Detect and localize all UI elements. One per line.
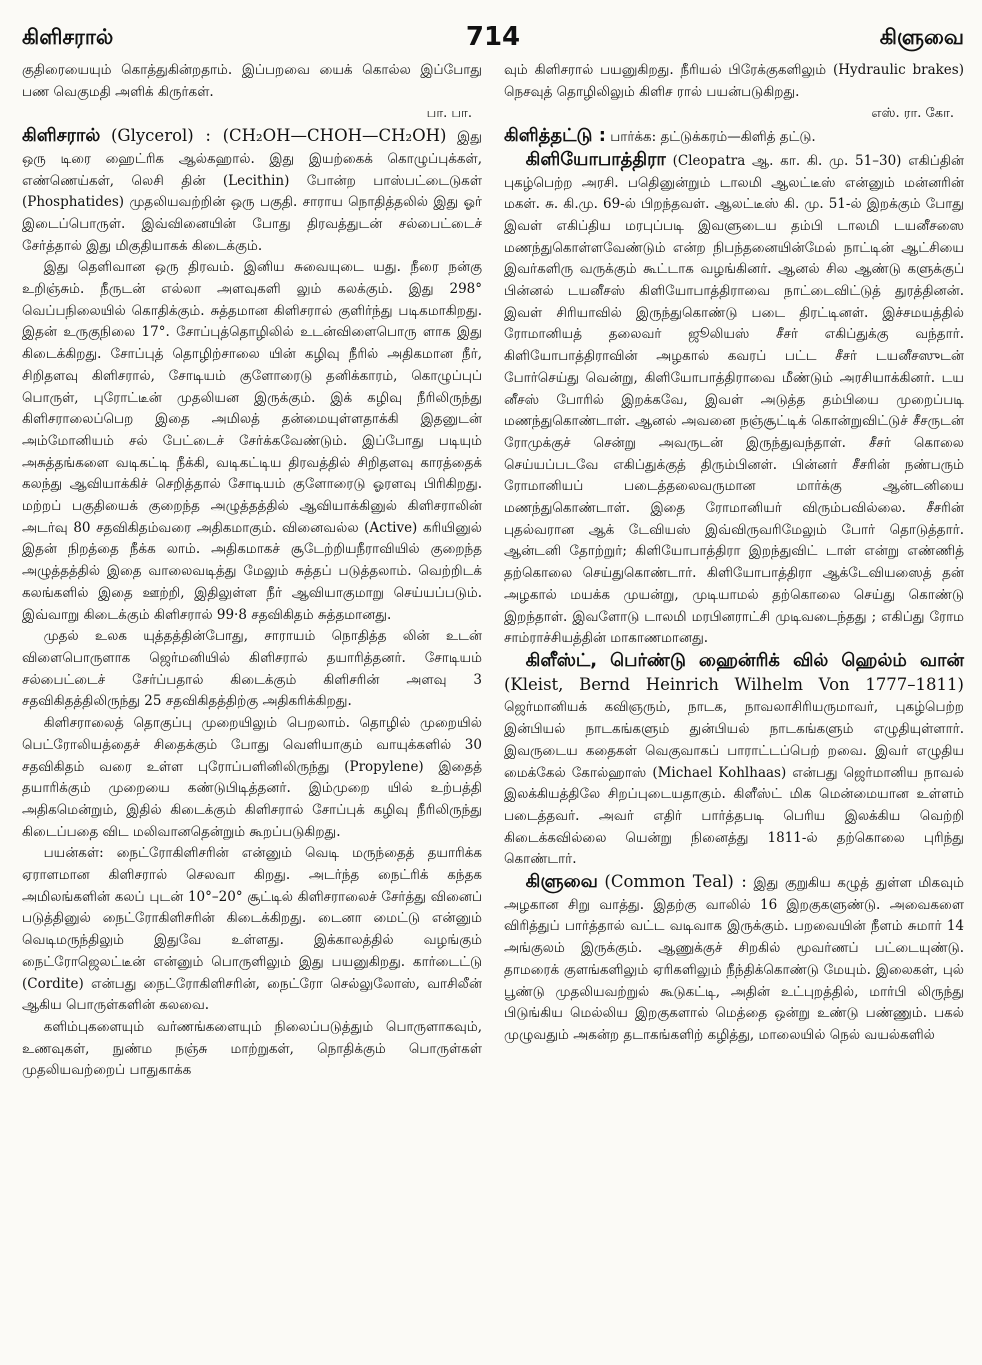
entry-text: (Cleopatra ஆ. கா. கி. மு. 51–30) எகிப்தின் புகழ்பெற்ற அரசி. பதிெனுன்றும் டாலமி ஆலட்டீஸ் என்னும் மன்னரின் மகள். சு. கி.மு. 69-ல் பிறந்தவள். ஆலட்டீஸ் கி. மு. 51-ல் இறக்கும் போது இவள் எகிப்திய மரபுப்படி இவளுடைய தம்பி டாலமி டயனீசஸை மணந்துகொள்ளவேண்டும் என்ற நிபந்தனையின்மேல் நாட்டின் ஆட்சியை இவர்களிரு வருக்கும் கூட்டாக வழங்கினர். ஆனல் சில ஆண்டு களுக்குப் பின்னல் டயனீசஸ் கிளியோபாத்திராவை நாட்டைவிட்டுத் துரத்தினன். இவள் சிரியாவில் இருந்துகொண்டு படை திரட்டினள். இச்சமயத்தில் ரோமானியத் தலைவர் ஜூலியஸ் சீசர் எகிப்துக்கு வந்தார். கிளியோபாத்திராவின் அழகால் கவரப் பட்ட சீசர் டயனீசஸுடன் போர்செய்து வென்று, கிளியோபாத்திராவை மீண்டும் அரசியாக்கினர். டய னீசஸ் போரில் இறக்கவே, இவள் அடுத்த தம்பியை முறைப்படி மணந்துகொண்டாள். ஆனல் அவனை நஞ்சூட்டிக் கொன்றுவிட்டுச் சீசருடன் ரோமுக்குச் சென்று அவருடன் இருந்துவந்தாள். சீசர் கொலை செய்யப்படவே எகிப்துக்குத் திரும்பினள். பின்னர் சீசரின் நண்பரும் ரோமானியப் படைத்தலைவருமான மார்க்கு ஆன்டனியை மணந்துகொண்டாள். இதை ரோமானியர் விரும்பவில்லை. சீசரின் புதல்வரான ஆக் டேவியஸ் இவ்விருவரிமேலும் போர் தொடுத்தார். ஆன்டனி தோற்றுர்; கிளியோபாத்திரா இறந்துவிட் டாள் என்று எண்ணித் தற்கொலை செய்துகொண்டார். கிளியோபாத்திரா ஆக்டேவியஸைத் தன் அழகால் மயக்க முயன்று, முடியாமல் தற்கொலை செய்து கொண்டு இறந்தாள். இவளோடு டாலமி மரபினராட்சி முடிவடைந்தது ; எகிப்து ரோம சாம்ராச்சியத்தின் மாகாணமானது.: [504, 152, 964, 647]
entry-text: பார்க்க: தட்டுக்கரம்—கிளித் தட்டு.: [610, 129, 816, 146]
author-initials: எஸ். ரா. கோ.: [871, 106, 954, 122]
entry-heading: கிளீஸ்ட், பெர்ண்டு ஹைன்ரிக் வில் ஹெல்ம் வான்: [525, 649, 964, 671]
two-column-body: [22, 60, 964, 1082]
entry-heading-english: (Common Teal) :: [604, 872, 747, 892]
running-head-right: கிளுவை: [879, 25, 964, 49]
right-column: [504, 60, 964, 1082]
left-column: [22, 60, 482, 1082]
entry-heading: கிளுவை: [525, 871, 598, 893]
entry-heading-english: (Glycerol) : (CH₂OH—CHOH—CH₂OH): [110, 126, 447, 146]
author-initials: பா. பா.: [426, 106, 472, 122]
continued-paragraph: குதிரையையும் கொத்துகின்றதாம். இப்பறவை யைக் கொல்ல இப்போது பண வெகுமதி அளிக் கிருர்கள்.: [22, 62, 482, 100]
page-number: 714: [465, 22, 521, 52]
entry-glycerol: [22, 125, 482, 257]
paragraph: களிம்புகளையும் வர்ணங்களையும் நிலைப்படுத்தும் பொருளாகவும், உணவுகள், நுண்ம நஞ்சு மாற்றுகள், நொதிக்கும் பொருள்கள் முதலியவற்றைப் பாதுகாக்க: [22, 1018, 482, 1079]
continued-paragraph: வும் கிளிசரால் பயனுகிறது. நீரியல் பிரேக்குகளிலும் (Hydraulic brakes) நெசவுத் தொழிலிலும் கிளிச ரால் பயன்படுகிறது.: [504, 62, 964, 100]
page-header: [22, 14, 964, 52]
entry-heading: கிளிசரால்: [22, 125, 101, 147]
paragraph: பயன்கள்: நைட்ரோகிளிசரின் என்னும் வெடி மருந்தைத் தயாரிக்க ஏராளமான கிளிசரால் செலவா கிறது. அடர்ந்த நைட்ரிக் கந்தக அமிலங்களின் கலப் புடன் 10°–20° சூட்டில் கிளிசராலைச் சேர்த்து வினைப் படுத்தினுல் நைட்ரோகிளிசரின் கிடைக்கிறது. டைனா மைட்டு என்னும் வெடிமருந்திலும் இதுவே உள்ளது. இக்காலத்தில் வழங்கும் நைட்ரோஜெலட்டீன் என்னும் பொருளிலும் இது பயனுகிறது. கார்டைட்டு (Cordite) என்பது நைட்ரோகிளிசரின், நைட்ரோ செல்லுலோஸ், வாசிலீன் ஆகிய பொருள்களின் கலவை.: [22, 845, 482, 1014]
running-head-left: கிளிசரால்: [22, 25, 114, 49]
entry-text: இது ஒரு டிரை ஹைட்ரிக ஆல்கஹால். இது இயற்கைக் கொழுப்புக்கள், எண்ணெய்கள், லெசி தின் (Lecithin) போன்ற பாஸ்பட்டைடுகள் (Phosphatides) முதலியவற்றின் ஒரு பகுதி. சாராய நொதித்தலில் இது ஓர் இடைப்பொருள். இவ்வினையின் போது திரவத்துடன் சல்பைட்டைச் சேர்த்தால் இது மிகுதியாகக் கிடைக்கும்.: [22, 129, 483, 254]
entry-cleopatra: [504, 149, 964, 650]
entry-kiluvai: [504, 871, 964, 1047]
entry-text: ஜெர்மானியக் கவிஞரும், நாடக, நாவலாசிரியருமாவர், புகழ்பெற்ற இன்பியல் நாடகங்களும் துன்பியல் நாடகங்களும் எழுதியுள்ளார். இவருடைய கதைகள் வெகுவாகப் பாராட்டப்பெற் றவை. இவர் எழுதிய மைக்கேல் கோல்ஹாஸ் (Michael Kohlhaas) என்பது ஜெர்மானிய நாவல் இலக்கியத்திலே சிறப்புடையதாகும். கிளீஸ்ட் மிக மென்மையான உள்ளம் படைத்தவர். அவர் எதிர் பார்த்தபடி பெரிய இலக்கிய வெற்றி கிடைக்கவில்லை யென்று நினைத்து 1811-ல் தற்கொலை புரிந்து கொண்டார்.: [504, 699, 964, 868]
entry-kilithattu: [504, 125, 964, 149]
paragraph: முதல் உலக யுத்தத்தின்போது, சாராயம் நொதித்த லின் உடன் விளைபொருளாக ஜெர்மனியில் கிளிசரால் தயாரித்தனர். சோடியம் சல்பைட்டைச் சேர்ப்பதால் கிடைக்கும் கிளிசரின் அளவு 3 சதவிகிதத்திலிருந்து 25 சதவிகிதத்திற்கு அதிகரிக்கிறது.: [22, 628, 482, 710]
entry-text: இது குறுகிய கழுத் துள்ள மிகவும் அழகான சிறு வாத்து. இதற்கு வாலில் 16 இறகுகளுண்டு. அவைகளை விரித்துப் பார்த்தால் வட்ட வடிவாக இருக்கும். பறவையின் நீளம் சுமார் 14 அங்குலம் இருக்கும். ஆணுக்குச் சிறகில் மூவர்ணப் பட்டையுண்டு. தாமரைக் குளங்களிலும் ஏரிகளிலும் நீந்திக்கொண்டு மேயும். இலைகள், புல் பூண்டு முதலியவற்றுல் கூடுகட்டி, அதின் உட்புறத்தில், மார்பி லிருந்து பிடுங்கிய மெல்லிய இறகுகளால் மெத்தை ஒன்று உண்டு பண்ணும். பகல் முழுவதும் அகன்ற தடாகங்களிற் கழித்து, மாலையில் நெல் வயல்களில்: [504, 875, 964, 1043]
entry-kleist: [504, 650, 964, 871]
paragraph: இது தெளிவான ஒரு திரவம். இனிய சுவையுடை யது. நீரை நன்கு உறிஞ்சும். நீருடன் எல்லா அளவுகளி லும் கலக்கும். இது 298° வெப்பநிலையில் கொதிக்கும். சுத்தமான கிளிசரால் குளிர்ந்து படிகமாகிறது. இதன் உருகுநிலை 17°. சோப்புத்தொழிலில் உடன்விளைபொரு ளாக இது கிடைக்கிறது. சோப்புத் தொழிற்சாலை யின் கழிவு நீரில் அதிகமான நீர், சிறிதளவு கிளிசரால், சோடியம் குளோரைடு தனிக்காரம், கொழுப்புப் பொருள், புரோட்டீன் முதலியன இருக்கும். இக் கழிவு நீரிலிருந்து கிளிசராலைப்பெற இதை அமிலத் தன்மையுள்ளதாக்கி இதனுடன் அம்மோனியம் சல் பேட்டைச் சேர்க்கவேண்டும். இப்போது படியும் அசுத்தங்களை வடிகட்டி நீக்கி, வடிகட்டிய திரவத்தில் சிறிதளவு காரத்தைக் கலந்து ஆவியாக்கிச் செறித்தால் சோடியம் குளோரைடு ஓரளவு பிரிகிறது. மற்றப் பகுதியைக் குறைந்த அழுத்தத்தில் ஆவியாக்கினுல் கிளிசராலின் அடர்வு 80 சதவிகிதம்வரை அதிகமாகும். வினைவல்ல (Active) கரியினுல் இதன் நிறத்தை நீக்க லாம். அதிகமாகச் சூடேற்றியநீராவியில் குறைந்த அழுத்தத்தில் இதை வாலைவடித்து மேலும் சுத்தப் படுத்தலாம். வெற்றிடக் கலங்களில் இதை ஊற்றி, இதிலுள்ள நீர் ஆவியாகுமாறு செய்யப்படும். இவ்வாறு கிடைக்கும் கிளிசரால் 99·8 சதவிகிதம் சுத்தமானது.: [22, 259, 482, 623]
entry-heading: கிளித்தட்டு :: [504, 125, 606, 147]
paragraph: கிளிசராலைத் தொகுப்பு முறையிலும் பெறலாம். தொழில் முறையில் பெட்ரோலியத்தைச் சிதைக்கும் போது வெளியாகும் வாயுக்களில் 30 சதவிகிதம் வரை உள்ள புரோப்பளினிலிருந்து (Propylene) இதைத் தயாரிக்கும் முறையை கண்டுபிடித்தனர். இம்முறை யில் உற்பத்தி அதிகமென்றும், இதில் கிடைக்கும் கிளிசரால் சோப்புக் கழிவு நீரிலிருந்து கிடைப்பதை விட மலிவானதென்றும் கூறப்படுகிறது.: [22, 715, 482, 840]
entry-heading-english: (Kleist, Bernd Heinrich Wilhelm Von 1777–1811): [504, 674, 964, 694]
entry-heading: கிளியோபாத்திரா: [525, 148, 666, 170]
